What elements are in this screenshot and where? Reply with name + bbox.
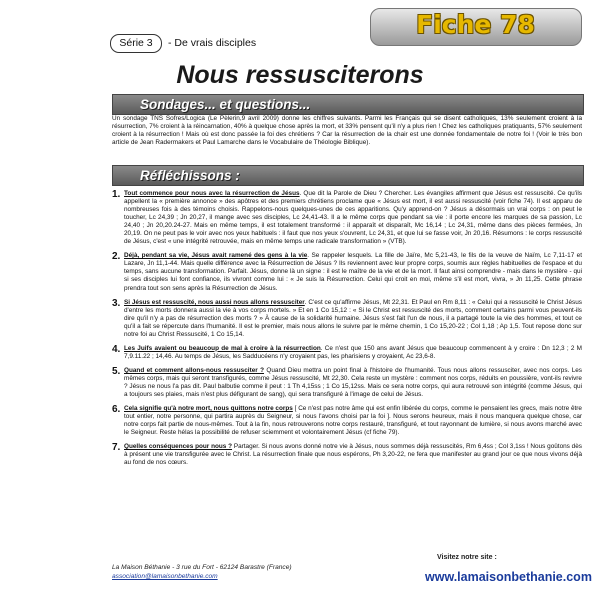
footer-email-link[interactable]: association@lamaisonbethanie.com xyxy=(112,573,218,580)
visit-site-label: Visitez notre site : xyxy=(437,554,497,561)
list-item xyxy=(112,405,582,437)
list-item xyxy=(112,367,582,399)
list-item xyxy=(112,190,582,246)
intro-paragraph: Un sondage TNS Sofres/Logica (Le Pèlerin,9 avril 2009) donne les chiffres suivants. Parmi les Français qui se disent catholiques, 13% seulement croient à la résurrection, 7% croient à la réincarnation, 40% à quelque chose après la mort, et 33% pensent qu'il n'y a plus rien ! Chez les catholiques pratiquants, 57% seulement croient à la résurrection ! Mais où est donc passée la foi des chrétiens ? Car la résurrection de la chair est une donnée fondamentale de notre foi ! (Voir le très bon article de Jean Radermakers et Paul Lamarche dans le Vocabulaire de Théologie Biblique). xyxy=(112,115,582,147)
item-number: 7. xyxy=(112,442,121,454)
fiche-number: Fiche 78 xyxy=(416,10,535,39)
list-item xyxy=(112,345,582,361)
item-text: [ Ce n'est pas notre âme qui est enfin libérée du corps, comme le pensaient les grecs, mais notre être tout entier, notre personne, qui partira auprès du Seigneur, si nous l'avons choisi par la foi ]. Nous serons heureux, mais il nous manquera quelque chose, car notre corps fait partie de nous-mêmes. Tout à la fin, nous retrouverons notre corps restauré, transfiguré, et tout rayonnant de lumière, si nous avons marché avec le Seigneur. Reste hélas la possibilité de refuser sciemment et volontairement Jésus (cf fiche 79). xyxy=(124,405,582,437)
item-number: 5. xyxy=(112,365,121,377)
item-number: 2. xyxy=(112,251,121,263)
serie-badge: Série 3 xyxy=(110,34,162,53)
item-title: Cela signifie qu'à notre mort, nous quittons notre corps xyxy=(124,405,293,413)
item-text: Partager. Si nous avons donné notre vie à Jésus, nous sommes déjà ressuscités, Rm 6,4ss ; Col 3,1ss ! Nous goûtons dès à présent une vie transfigurée avec le Christ. La résurrection finale que nous espérons, Ph 3,20-22, ne fera que manifester au grand jour ce que nous vivons déjà au fond de nos cœurs. xyxy=(124,443,582,467)
item-title: Déjà, pendant sa vie, Jésus avait ramené des gens à la vie xyxy=(124,252,308,260)
footer-address: La Maison Béthanie - 3 rue du Fort - 62124 Barastre (France) xyxy=(112,564,292,571)
item-number: 4. xyxy=(112,343,121,355)
item-text: . Ce n'est que 150 ans avant Jésus que beaucoup commencent à y croire : Dn 12,3 ; 2 M 7,9.11.22 ; 14,46. Au temps de Jésus, les Sadducéens n'y croyaient pas, les pharisiens y croyaient, Ac 23,6-8. xyxy=(124,344,582,360)
list-item xyxy=(112,443,582,467)
reflection-list xyxy=(112,190,582,473)
list-item xyxy=(112,299,582,339)
page-title: Nous ressusciterons xyxy=(176,61,424,89)
item-title: Tout commence pour nous avec la résurrection de Jésus xyxy=(124,190,300,197)
item-text: . Que dit la Parole de Dieu ? Chercher. Les évangiles affirment que Jésus est ressuscité. Ce qu'ils appellent la « première annonce » des apôtres et des premiers chrétiens proclame que « Jésus est mort, il est aussi ressuscité (voir fiche 74). Il est apparu de nombreuses fois à des témoins choisis. Rappelons-nous quelques-unes de ces apparitions. Qu'y apprend-on ? Jésus a désormais un vrai corps : on peut le toucher, Lc 24,39 ; Jn 20,27, il mange avec ses disciples, Lc 24,41-43. Il a le même corps que pendant sa vie : il porte encore les marques de sa passion, Lc 24,40 ; Jn 20,20.24-27. Mais en même temps, il est totalement transformé : il apparaît et disparaît, Mc 16,14 ; Lc 24,31, même dans des pièces fermées, Jn 20,19. On ne peut pas le voir avec nos yeux habituels : il faut que nos yeux s'ouvrent, Lc 24,31, et que lui se fasse voir, Jn 20,16. Résumons : le corps ressuscité de Jésus, c'est « une intégrité retrouvée, mais en même temps une radicale transformation » (VTB). xyxy=(124,190,582,246)
item-text: . C'est ce qu'affirme Jésus, Mt 22,31. Et Paul en Rm 8,11 : « Celui qui a ressuscité le Christ Jésus d'entre les morts donnera aussi la vie à vos corps mortels. » Et en 1 Co 15,12 : « Si le Christ est ressuscité des morts, comment certains parmi vous peuvent-ils dire qu'il n'y a pas de résurrection des morts ? » À cause de la solidarité humaine. Jésus s'est fait l'un de nous, il a partagé toute la vie des hommes, et tout ce qu'il a fait se répercute dans l'humanité. Il est le premier, mais nous allons le suivre par le même chemin, 1 Co 15,20-22 ; Col 1,18 ; Ap 1,5. Tout repose donc sur notre foi au Christ Ressuscité, 1 Co 15,14. xyxy=(124,298,582,338)
item-title: Quand et comment allons-nous ressusciter ? xyxy=(124,366,264,374)
item-text: Quand Dieu mettra un point final à l'histoire de l'humanité. Tous nous allons ressusciter, avec nos corps. Les mêmes corps, mais qui seront transfigurés, comme Jésus ressuscité, Mt 22,30. Cela reste un mystère : comment nos corps, réduits en poussière, vont-ils revivre ? Jésus ne nous l'a pas dit. Paul balbutie comme il peut : 1 Th 4,15ss ; 1 Co 15,12ss. Mais ce sera notre corps, qui aura retrouvé son intégrité (comme Jésus, qui a toujours ses plaies, mais n'est plus défigurant de sang), qui sera transfiguré à l'image de celui de Jésus. xyxy=(124,366,582,399)
item-title: Les Juifs avaient ou beaucoup de mal à croire à la résurrection xyxy=(124,344,321,352)
item-number: 1. xyxy=(112,189,121,200)
list-item xyxy=(112,252,582,292)
section-title-sondages: Sondages... et questions... xyxy=(140,97,311,112)
item-title: Quelles conséquences pour nous ? xyxy=(124,443,233,451)
item-number: 6. xyxy=(112,404,121,416)
item-text: . Se rappeler lesquels. La fille de Jaïre, Mc 5,21-43, le fils de la veuve de Naïm, Lc 7,11-17 et Lazare, Jn 11,1-44. Mais quelle différence avec la Résurrection de Jésus ? Ils reviennent avec leur propre corps, soumis aux règles habituelles de l'espace et du temps, sans aucune transformation. Parfait. Jésus, donne là un signe : il est le maître de la vie et de la mort. Il faut ainsi comprendre - mais dans le mystère - qui si ses disciples lui font confiance, ils vivront comme lui : « Je suis la Résurrection. Celui qui croit en moi, même s'il est mort, vivra, » Jn 11,25. Cette phrase prendra tout son sens après la Résurrection de Jésus. xyxy=(124,252,583,292)
item-title: Si Jésus est ressuscité, nous aussi nous allons ressusciter xyxy=(124,298,305,306)
website-link[interactable]: www.lamaisonbethanie.com xyxy=(425,570,592,584)
item-number: 3. xyxy=(112,297,121,309)
serie-subtitle: - De vrais disciples xyxy=(168,37,257,49)
section-title-reflechissons: Réfléchissons : xyxy=(140,168,240,183)
